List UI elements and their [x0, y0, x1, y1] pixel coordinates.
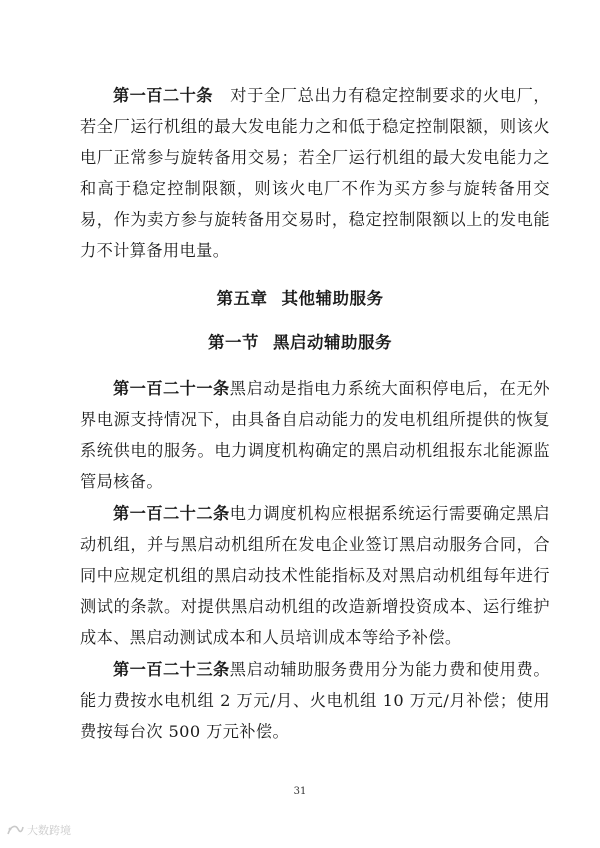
article-122-text: 电力调度机构应根据系统运行需要确定黑启动机组，并与黑启动机组所在发电企业签订黑启动服务合同，合同中应规定机组的黑启动技术性能指标及对黑启动机组每年进行测试的条款。对提供黑启动机组的改造新增投资成本、运行维护成本、黑启动测试成本和人员培训成本等给予补偿。	[80, 504, 550, 647]
article-121-label: 第一百二十一条	[113, 379, 230, 398]
article-120-text: 对于全厂总出力有稳定控制要求的火电厂，若全厂运行机组的最大发电能力之和低于稳定控制限额，则该火电厂正常参与旋转备用交易；若全厂运行机组的最大发电能力之和高于稳定控制限额，则该火电厂不作为买方参与旋转备用交易，作为卖方参与旋转备用交易时，稳定控制限额以上的发电能力不计算备用电量。	[80, 86, 550, 260]
article-120-label: 第一百二十条	[113, 86, 213, 105]
article-121-text: 黑启动是指电力系统大面积停电后，在无外界电源支持情况下，由具备自启动能力的发电机组所提供的恢复系统供电的服务。电力调度机构确定的黑启动机组报东北能源监管局核备。	[80, 379, 550, 491]
watermark-text: 大数跨境	[27, 824, 71, 837]
page-number: 31	[293, 786, 307, 797]
article-120	[80, 80, 550, 266]
article-122	[80, 498, 550, 653]
chapter-heading	[0, 285, 600, 309]
article-121	[80, 373, 550, 497]
section-title: 黑启动辅助服务	[273, 333, 392, 352]
article-123	[80, 654, 550, 747]
brand-logo-icon	[6, 823, 24, 837]
watermark	[6, 822, 71, 838]
section-number: 第一节	[208, 333, 259, 352]
article-122-label: 第一百二十二条	[113, 504, 230, 523]
chapter-number: 第五章	[216, 289, 268, 308]
section-heading	[0, 329, 600, 353]
article-123-text: 黑启动辅助服务费用分为能力费和使用费。能力费按水电机组 2 万元/月、火电机组 10 万元/月补偿；使用费按每台次 500 万元补偿。	[80, 660, 550, 741]
chapter-title: 其他辅助服务	[281, 289, 384, 308]
article-123-label: 第一百二十三条	[113, 660, 230, 679]
